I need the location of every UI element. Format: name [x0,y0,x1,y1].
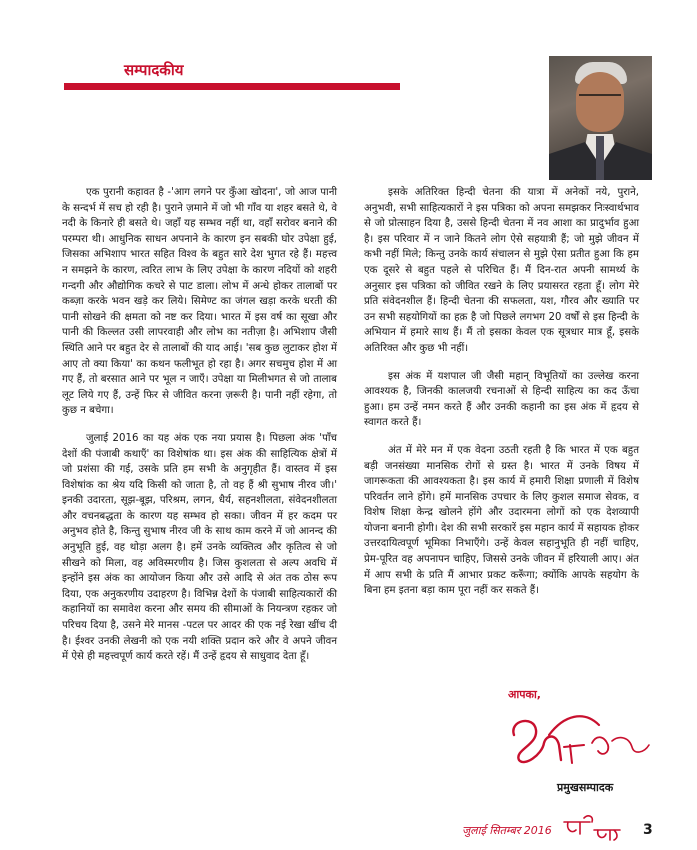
handwritten-signature [504,705,654,775]
magazine-logo [560,812,624,842]
left-column [62,185,337,677]
paragraph: इसके अतिरिक्त हिन्दी चेतना की यात्रा में अनेकों नये, पुराने, अनुभवी, सभी साहित्यकारों ने इस पत्रिका को अपना समझकर निःस्वार्थभाव से जो प्रोत्साहन दिया है, उससे हिन्दी चेतना में नव आशा का प्रादुर्भाव हुआ है। इस परिवार में न जाने कितने लोग ऐसे सहयात्री हैं; जो मुझे जीवन में कभी नहीं मिले; किन्तु उनके कार्य संचालन से मुझे ऐसा प्रतीत हुआ कि हम एक दूसरे से बहुत पहले से परिचित हैं। मैं दिन-रात अपनी सामर्थ्य के अनुसार इस पत्रिका को जीवित रखने के लिए प्रयासरत रहता हूँ। लोग मेरे प्रति संवेदनशील हैं। हिन्दी चेतना की सफलता, यश, गौरव और ख्याति पर उन सभी सहयोगियों का हक़ है जो पिछले लगभग 20 वर्षों से इस हिन्दी के अभियान में हमारे साथ हैं। मैं तो इसका केवल एक सूत्रधार मात्र हूँ, इसके अतिरिक्त और कुछ भी नहीं। [364,187,639,354]
paragraph: एक पुरानी कहावत है -'आग लगने पर कुँआ खोदना', जो आज पानी के सन्दर्भ में सच हो रही है। पुराने ज़माने में जो भी गाँव या शहर बसते थे, वे नदी के किनारे ही बसते थे। जहाँ यह सम्भव नहीं था, वहाँ सरोवर बनाने की परम्परा थी। आधुनिक साधन अपनाने के कारण इन सबकी घोर उपेक्षा हुई, जिसका अभिशाप भारत सहित विश्व के बहुत सारे देश भुगत रहे हैं। महत्त्व न समझने के कारण, त्वरित लाभ के लिए उपेक्षा के कारण नदियों को शहरी गन्दगी और औद्योगिक कचरे से पाट डाला। लोभ में अन्धे होकर तालाबों पर कब्ज़ा करके भवन खड़े कर लिये। सिमेण्ट का जंगल खड़ा करके धरती की पानी सोखने की क्षमता को नष्ट कर दिया। भारत में इस वर्ष का सूखा और पानी की किल्लत उसी लापरवाही और लोभ का नतीज़ा है। अभिशाप जैसी स्थिति आने पर बहुत देर से तालाबों की याद आई। 'सब कुछ लुटाकर होश में आए तो क्या किया' का कथन फलीभूत हो रहा है। अगर सचमुच होश में आ गए हैं, तो बरसात आने पर भूल न जाएँ। उपेक्षा या मिलीभगत से जो तालाब लूट लिये गए हैं, उन्हें फिर से जीवित करना ज़रूरी है। पानी नहीं रहेगा, तो कुछ न बचेगा। [62,187,337,417]
heading-underline-bar [64,83,400,90]
paragraph: जुलाई 2016 का यह अंक एक नया प्रयास है। पिछला अंक 'पाँच देशों की पंजाबी कथाएँ' का विशेषांक था। इस अंक की साहित्यिक क्षेत्रों में जो प्रशंसा की गई, उसके प्रति हम सभी के अनुगृहीत हैं। वास्तव में इस विशेषांक का श्रेय यदि किसी को जाता है, तो वह हैं श्री सुभाष नीरव जी।' इनकी उदारता, सूझ-बूझ, परिश्रम, लगन, धैर्य, सहनशीलता, संवेदनशीलता और वचनबद्धता के कारण यह सम्भव हो सका। जीवन में हर कदम पर अनुभव होते है, किन्तु सुभाष नीरव जी के साथ काम करने में जो आनन्द की अनुभूति हुई, वह थोड़ा अलग है। हमें उनके व्यक्तित्व और कृतित्व से जो सीखने को मिला, वह अविस्मरणीय है। जिस कुशलता से अल्प अवधि में इन्होंने इस अंक का आयोजन किया और उसे आदि से अंत तक ठोस रूप दिया, एक अनुकरणीय उदाहरण है। विभिन्न देशों के पंजाबी साहित्यकारों की कहानियों का समावेश करना और समय की सीमाओं के नियन्त्रण रहकर जो परिचय दिया है, उसने मेरे मानस -पटल पर आदर की एक नई रेखा खींच दी है। ईश्वर उनकी लेखनी को एक नयी शक्ति प्रदान करे और वे अपने जीवन में ऐसे ही महत्त्वपूर्ण कार्य करते रहें। मैं उन्हें हृदय से साधुवाद देता हूँ। [62,432,337,663]
signoff-role: प्रमुखसम्पादक [557,781,614,794]
editor-photo [549,56,652,180]
footer-issue-date: जुलाई सितम्बर 2016 [462,824,552,837]
page-heading: सम्पादकीय [124,61,184,79]
right-column [364,185,639,611]
paragraph: इस अंक में यशपाल जी जैसी महान् विभूतियों का उल्लेख करना आवश्यक है, जिनकी कालजयी रचनाओं से हिन्दी साहित्य का कद ऊँचा हुआ। हम उन्हें नमन करते हैं और उनकी कहानी का इस अंक में हृदय से स्वागत करते हैं। [364,370,639,429]
signoff-greeting: आपका, [508,688,541,701]
paragraph: अंत में मेरे मन में एक वेदना उठती रहती है कि भारत में एक बहुत बड़ी जनसंख्या मानसिक रोगों से ग्रस्त है। भारत में उनके विषय में जागरूकता की आवश्यकता है। इस कार्य में हमारी शिक्षा प्रणाली में विशेष परिवर्तन लाने होंगे। हमें मानसिक उपचार के लिए कुशल समाज सेवक, व विशेष शिक्षा केन्द्र खोलने होंगे और उदारमना लोगों को एक देशव्यापी योजना बनानी होगी। देश की सभी सरकारें इस महान कार्य में सहायक होकर उत्तरदायित्वपूर्ण भूमिका निभाएँगे। उन्हें केवल सहानुभूति ही नहीं चाहिए, प्रेम-पूरित वह अपनापन चाहिए, जिससे उनके जीवन में हरियाली आए। अंत में आप सभी के प्रति मैं आभार प्रकट करूँगा; क्योंकि आपके सहयोग के बिना हम इतना बड़ा काम पूरा नहीं कर सकते हैं। [364,444,639,597]
page-number: 3 [643,822,653,838]
